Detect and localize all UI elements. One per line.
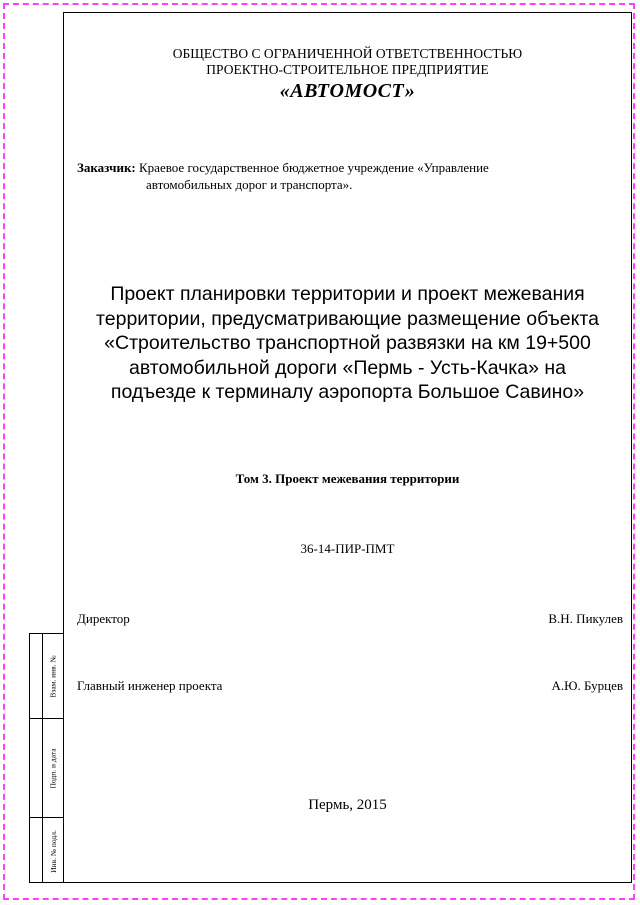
stamp-label-replacement: Взам. инв. № <box>49 654 59 698</box>
signature-name: А.Ю. Бурцев <box>551 678 623 693</box>
stamp-cell-original <box>30 817 63 884</box>
stamp-label-original: Инв. № подл. <box>49 830 59 873</box>
signature-role: Главный инженер проекта <box>77 678 223 693</box>
stamp-cell-replacement <box>30 634 63 718</box>
customer-line-1: Краевое государственное бюджетное учреждение «Управление <box>139 160 489 175</box>
org-line-1: ОБЩЕСТВО С ОГРАНИЧЕННОЙ ОТВЕТСТВЕННОСТЬЮ <box>172 46 523 61</box>
project-title <box>75 282 620 405</box>
title-line-2: территории, предусматривающие размещение объекта <box>96 307 599 330</box>
org-line-2: ПРОЕКТНО-СТРОИТЕЛЬНОЕ ПРЕДПРИЯТИЕ <box>206 62 489 77</box>
stamp-strip <box>29 633 63 883</box>
customer-line-2: автомобильных дорог и транспорта». <box>146 177 353 192</box>
volume-title: Том 3. Проект межевания территории <box>235 471 460 486</box>
customer-block <box>77 159 577 193</box>
document-code: 36-14-ПИР-ПМТ <box>300 541 395 556</box>
title-line-3: «Строительство транспортной развязки на км 19+500 <box>104 332 591 354</box>
signature-name: В.Н. Пикулев <box>548 611 623 626</box>
drawing-frame <box>63 12 632 883</box>
customer-label: Заказчик: <box>77 160 136 175</box>
title-line-5: подъезде к терминалу аэропорта Большое Савино» <box>110 381 585 403</box>
stamp-cell-signature <box>30 718 63 817</box>
title-line-1: Проект планировки территории и проект межевания <box>110 283 585 305</box>
signature-role: Директор <box>77 611 130 626</box>
signature-row-chief-engineer <box>77 678 623 694</box>
signature-row-director <box>77 611 623 627</box>
stamp-label-signature: Подп. и дата <box>49 748 59 789</box>
city-year: Пермь, 2015 <box>308 797 387 813</box>
title-line-4: автомобильной дороги «Пермь - Усть-Качка» на <box>129 356 566 379</box>
org-name: «АВТОМОСТ» <box>279 80 416 102</box>
